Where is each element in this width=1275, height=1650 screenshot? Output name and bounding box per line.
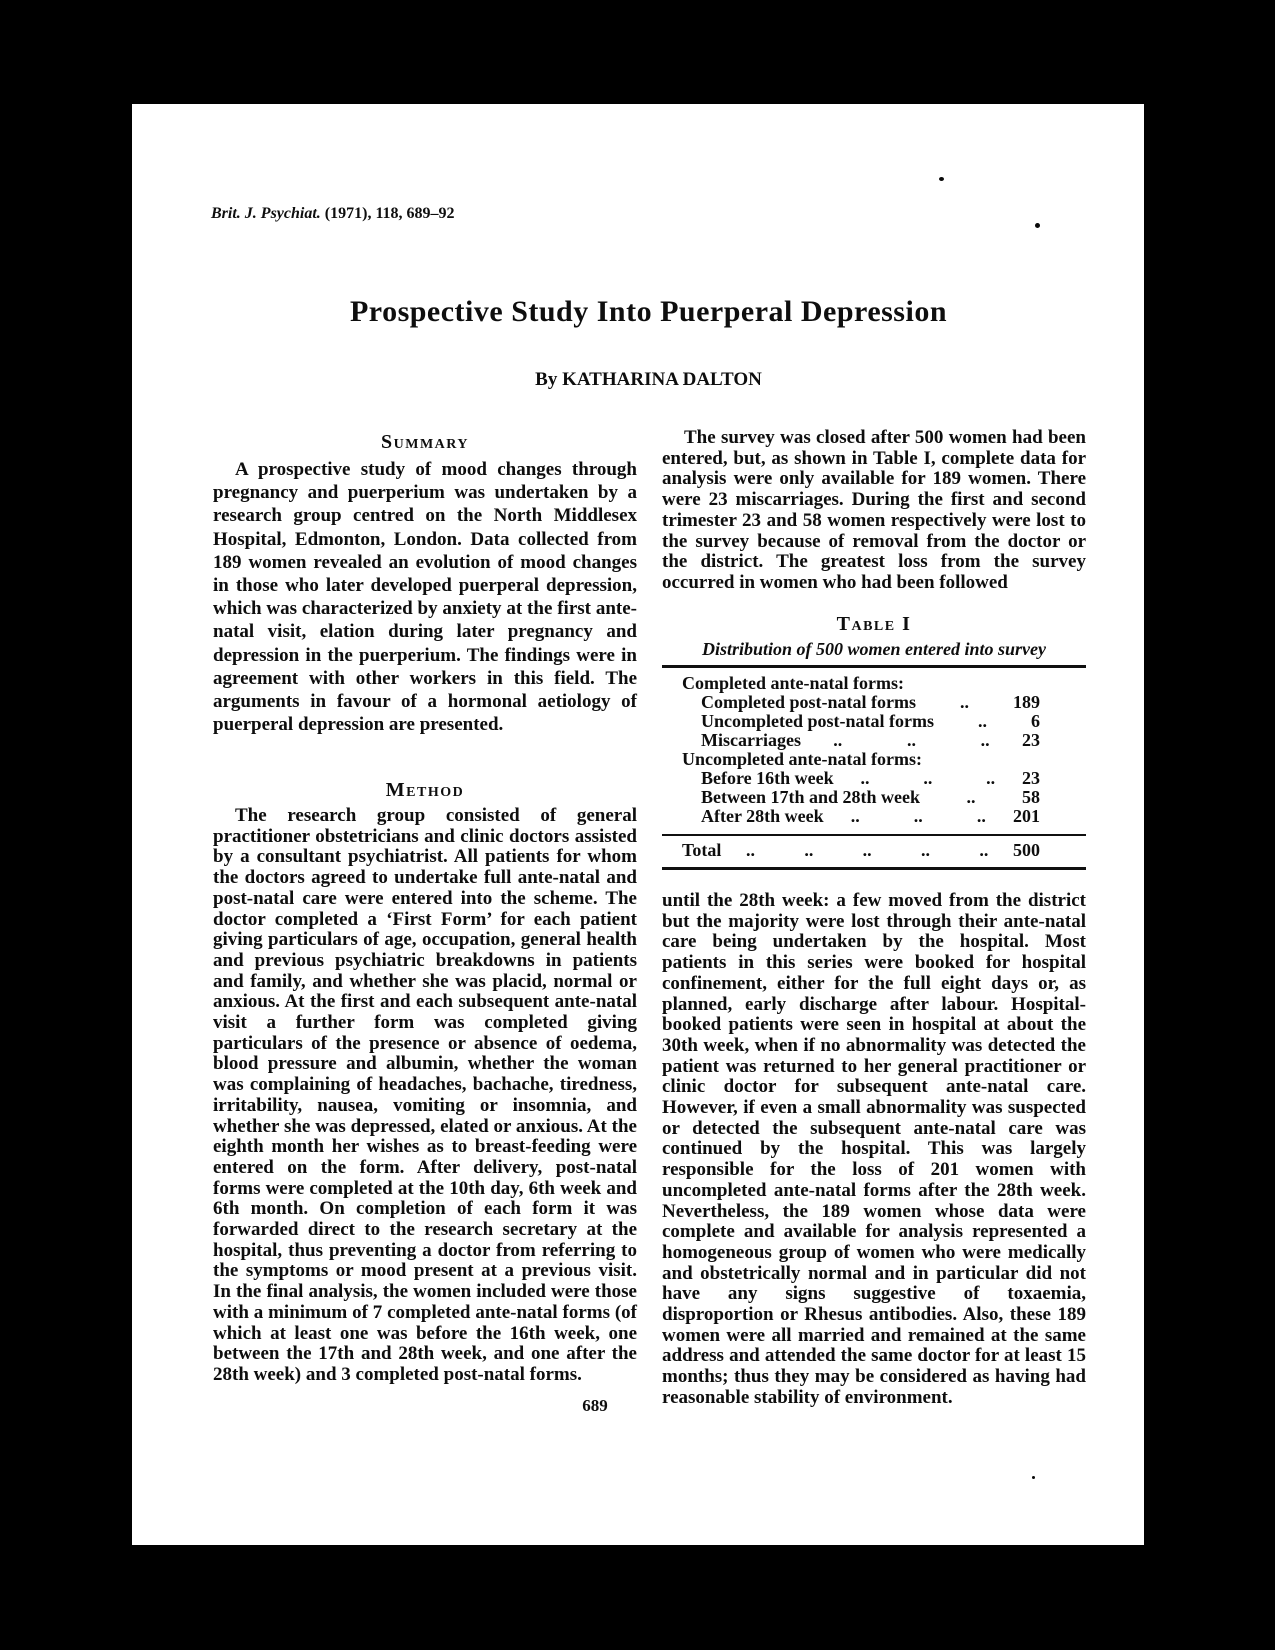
table-total-container xyxy=(662,841,1086,860)
table-row xyxy=(662,674,1086,693)
method-heading: Method xyxy=(385,779,465,801)
table-row xyxy=(662,841,1086,860)
method-paragraph: The research group consisted of general practitioner obstetricians and clinic doctors assisted by a consultant psychiatrist. All patients for whom the doctors agreed to undertake full ante-natal and post-natal care were entered into the scheme. The doctor completed a ‘First Form’ for each patient giving particulars of age, occupation, general health and previous psychiatric breakdowns in patients and family, and whether she was placid, normal or anxious. At the first and each subsequent ante-natal visit a further form was completed giving particulars of the presence or absence of oedema, blood pressure and albumin, whether the woman was complaining of headaches, bachache, tiredness, irritability, nausea, vomiting or insomnia, and whether she was depressed, elated or anxious. At the eighth month her wishes as to breast-feeding were entered on the form. After delivery, post-natal forms were completed at the 10th day, 6th week and 6th month. On completion of each form it was forwarded direct to the research secretary at the hospital, thus preventing a doctor from referring to the symptoms or mood present at a previous visit. In the final analysis, the women included were those with a minimum of 7 completed ante-natal forms (of which at least one was before the 16th week, one between the 17th and 28th week, and one after the 28th week) and 3 completed post-natal forms. xyxy=(213,805,637,1385)
table-row-value: 201 xyxy=(1013,806,1040,826)
table-row-leader-dots: .. .. .. xyxy=(860,768,996,788)
table-row-label: Before 16th week xyxy=(701,768,834,788)
survey-paragraph-2: until the 28th week: a few moved from the district but the majority were lost through their ante-natal care being undertaken by the hospital. Most patients in this series were booked for hospital confinement, either for the full eight days or, as planned, early discharge after labour. Hospital-booked patients were seen in hospital at about the 30th week, when if no abnormality was detected the patient was returned to her general practitioner or clinic doctor for subsequent ante-natal care. However, if even a small abnormality was suspected or detected the subsequent ante-natal care was continued by the hospital. This was largely responsible for the loss of 201 women with uncompleted ante-natal forms after the 28th week. Nevertheless, the 189 women whose data were complete and available for analysis represented a homogeneous group of women who were medically and obstetrically normal and in particular did not have any signs suggestive of toxaemia, disproportion or Rhesus antibodies. Also, these 189 women were all married and remained at the same address and attended the same doctor for at least 15 months; thus they may be considered as having had reasonable stability of environment. xyxy=(662,890,1086,1408)
table-row-label: Completed ante-natal forms: xyxy=(682,673,904,693)
table-row-leader-dots: .. xyxy=(959,692,969,712)
table-row xyxy=(662,788,1086,807)
table-row-leader-dots: .. xyxy=(966,787,976,807)
table-rows xyxy=(662,674,1086,826)
table-rule-middle xyxy=(662,834,1086,836)
table-row-value: 189 xyxy=(1013,692,1040,712)
scan-speck xyxy=(939,177,944,181)
survey-paragraph-1: The survey was closed after 500 women had been entered, but, as shown in Table I, complete data for analysis were only available for 189 women. There were 23 miscarriages. During the first and second trimester 23 and 58 women respectively were lost to the survey because of removal from the doctor or the district. The greatest loss from the survey occurred in women who had been followed xyxy=(662,427,1086,593)
table-row xyxy=(662,769,1086,788)
article-byline: By KATHARINA DALTON xyxy=(535,369,762,390)
table-1-heading: Table I xyxy=(836,613,912,635)
summary-heading: Summary xyxy=(381,431,469,453)
table-row-value: 58 xyxy=(1022,787,1040,807)
table-row-label: Uncompleted post-natal forms xyxy=(701,711,934,731)
table-row-label: Uncompleted ante-natal forms: xyxy=(682,749,922,769)
table-1-caption: Distribution of 500 women entered into survey xyxy=(701,639,1047,659)
citation-journal-name: Brit. J. Psychiat. xyxy=(211,205,321,222)
table-row-leader-dots: .. .. .. xyxy=(833,730,990,750)
summary-paragraph: A prospective study of mood changes through pregnancy and puerperium was undertaken by a research group centred on the North Middlesex Hospital, Edmonton, London. Data collected from 189 women revealed an evolution of mood changes in those who later developed puerperal depression, which was characterized by anxiety at the first ante-natal visit, elation during later pregnancy and depression in the puerperium. The findings were in agreement with other workers in this field. The arguments in favour of a hormonal aetiology of puerperal depression are presented. xyxy=(213,459,637,736)
table-row-label: Between 17th and 28th week xyxy=(701,787,920,807)
table-row xyxy=(662,807,1086,826)
table-row-leader-dots: .. xyxy=(977,711,987,731)
table-1 xyxy=(662,612,1086,870)
table-row-label: Total xyxy=(682,840,722,860)
table-row xyxy=(662,693,1086,712)
scan-speck xyxy=(1035,223,1040,228)
table-rule-top xyxy=(662,665,1086,668)
table-row-value: 500 xyxy=(1013,840,1040,860)
table-row xyxy=(662,750,1086,769)
table-row-label: After 28th week xyxy=(701,806,824,826)
citation-volume-pages: (1971), 118, 689–92 xyxy=(320,205,455,222)
table-row-value: 23 xyxy=(1022,730,1040,750)
journal-page xyxy=(132,104,1144,1545)
table-row-value: 23 xyxy=(1022,768,1040,788)
page-number: 689 xyxy=(582,1396,608,1415)
table-row xyxy=(662,731,1086,750)
table-row-label: Completed post-natal forms xyxy=(701,692,916,712)
table-row-label: Miscarriages xyxy=(701,730,801,750)
table-row xyxy=(662,712,1086,731)
table-row-leader-dots: .. .. .. .. .. xyxy=(746,840,989,860)
table-row-value: 6 xyxy=(1031,711,1040,731)
scan-speck xyxy=(1032,1476,1035,1479)
table-rule-bottom xyxy=(662,867,1086,870)
article-title: Prospective Study Into Puerperal Depression xyxy=(349,295,948,328)
journal-citation xyxy=(211,204,455,224)
table-row-leader-dots: .. .. .. xyxy=(850,806,986,826)
